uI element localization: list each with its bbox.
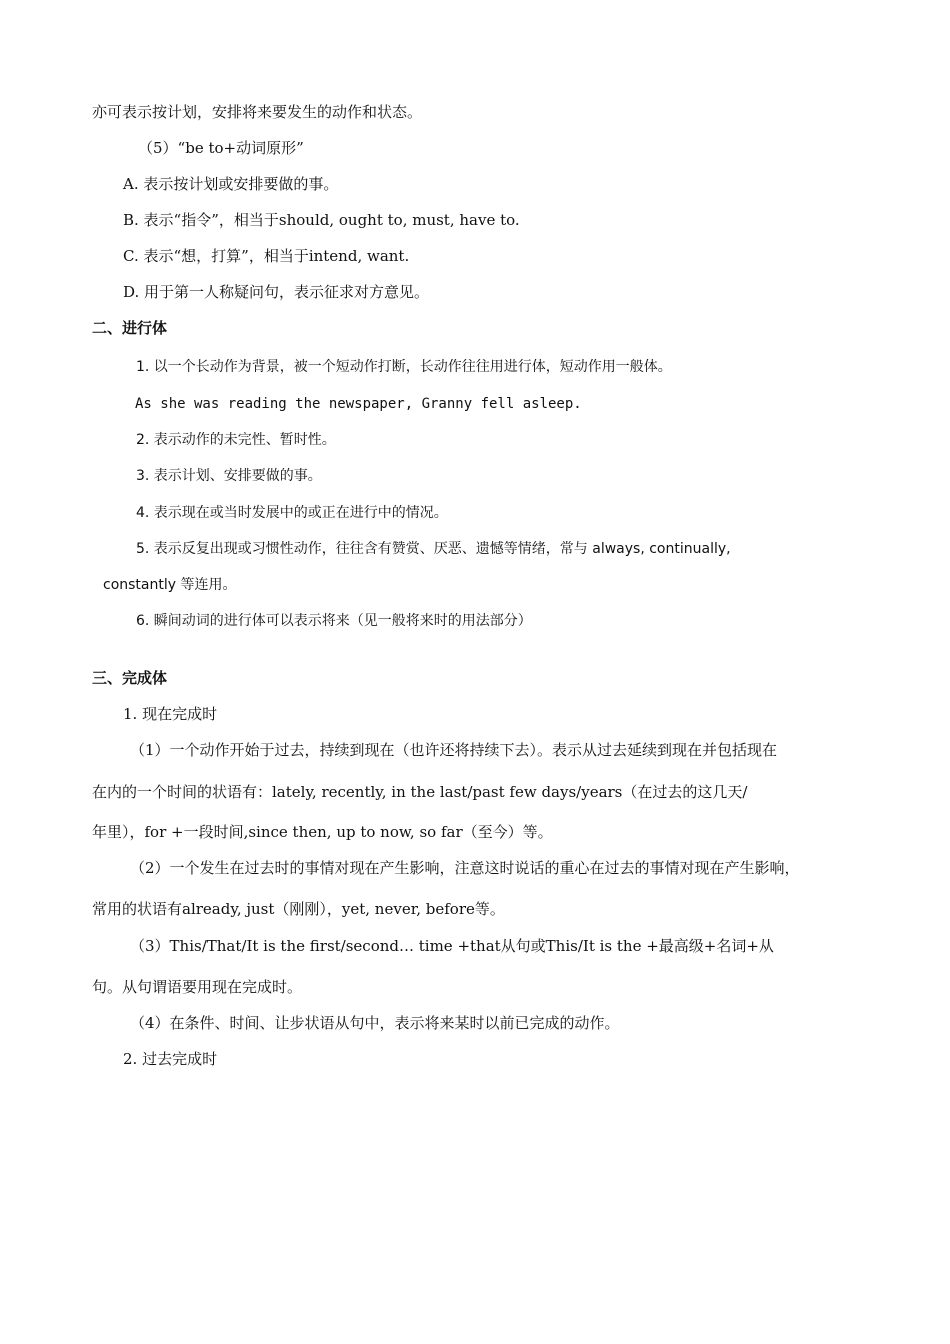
item-c: C. 表示“想，打算”，相当于intend, want. bbox=[123, 247, 410, 265]
perfect-point-4: （4）在条件、时间、让步状语从句中，表示将来某时以前已完成的动作。 bbox=[130, 1014, 620, 1032]
perfect-point-1-cont: 在内的一个时间的状语有：lately, recently, in the last/past few days/years（在过去的这几天/ bbox=[92, 783, 748, 801]
perfect-point-3: （3）This/That/It is the first/second… time +that从句或This/It is the +最高级+名词+从 bbox=[130, 937, 774, 955]
progressive-point-1: 1. 以一个长动作为背景，被一个短动作打断，长动作往往用进行体，短动作用一般体。 bbox=[136, 359, 672, 375]
perfect-point-1: （1）一个动作开始于过去，持续到现在（也许还将持续下去）。表示从过去延续到现在并包括现在 bbox=[130, 741, 778, 759]
perfect-point-2: （2）一个发生在过去时的事情对现在产生影响，注意这时说话的重心在过去的事情对现在产生影响， bbox=[130, 859, 800, 877]
perfect-point-1-cont2: 年里），for +一段时间,since then, up to now, so far（至今）等。 bbox=[92, 823, 553, 841]
perfect-point-3-cont: 句。从句谓语要用现在完成时。 bbox=[92, 978, 303, 996]
intro-line: 亦可表示按计划，安排将来要发生的动作和状态。 bbox=[92, 103, 423, 121]
item-5-title: （5）“be to+动词原形” bbox=[138, 139, 304, 157]
past-perfect-title: 2. 过去完成时 bbox=[123, 1050, 218, 1068]
progressive-point-5-cont: constantly 等连用。 bbox=[103, 577, 237, 593]
section-heading-perfect: 三、完成体 bbox=[92, 669, 168, 687]
item-d: D. 用于第一人称疑问句，表示征求对方意见。 bbox=[123, 283, 430, 301]
section-heading-progressive: 二、进行体 bbox=[92, 319, 168, 337]
progressive-example: As she was reading the newspaper, Granny fell asleep. bbox=[135, 396, 582, 412]
progressive-point-4: 4. 表示现在或当时发展中的或正在进行中的情况。 bbox=[136, 505, 448, 521]
progressive-point-3: 3. 表示计划、安排要做的事。 bbox=[136, 468, 322, 484]
item-b: B. 表示“指令”，相当于should, ought to, must, have to. bbox=[123, 211, 520, 229]
progressive-point-2: 2. 表示动作的未完性、暂时性。 bbox=[136, 432, 336, 448]
progressive-point-5: 5. 表示反复出现或习惯性动作，往往含有赞赏、厌恶、遗憾等情绪，常与 always, continually, bbox=[136, 541, 731, 557]
item-a: A. 表示按计划或安排要做的事。 bbox=[123, 175, 339, 193]
present-perfect-title: 1. 现在完成时 bbox=[123, 705, 218, 723]
perfect-point-2-cont: 常用的状语有already, just（刚刚），yet, never, before等。 bbox=[92, 900, 505, 918]
progressive-point-6: 6. 瞬间动词的进行体可以表示将来（见一般将来时的用法部分） bbox=[136, 613, 532, 629]
